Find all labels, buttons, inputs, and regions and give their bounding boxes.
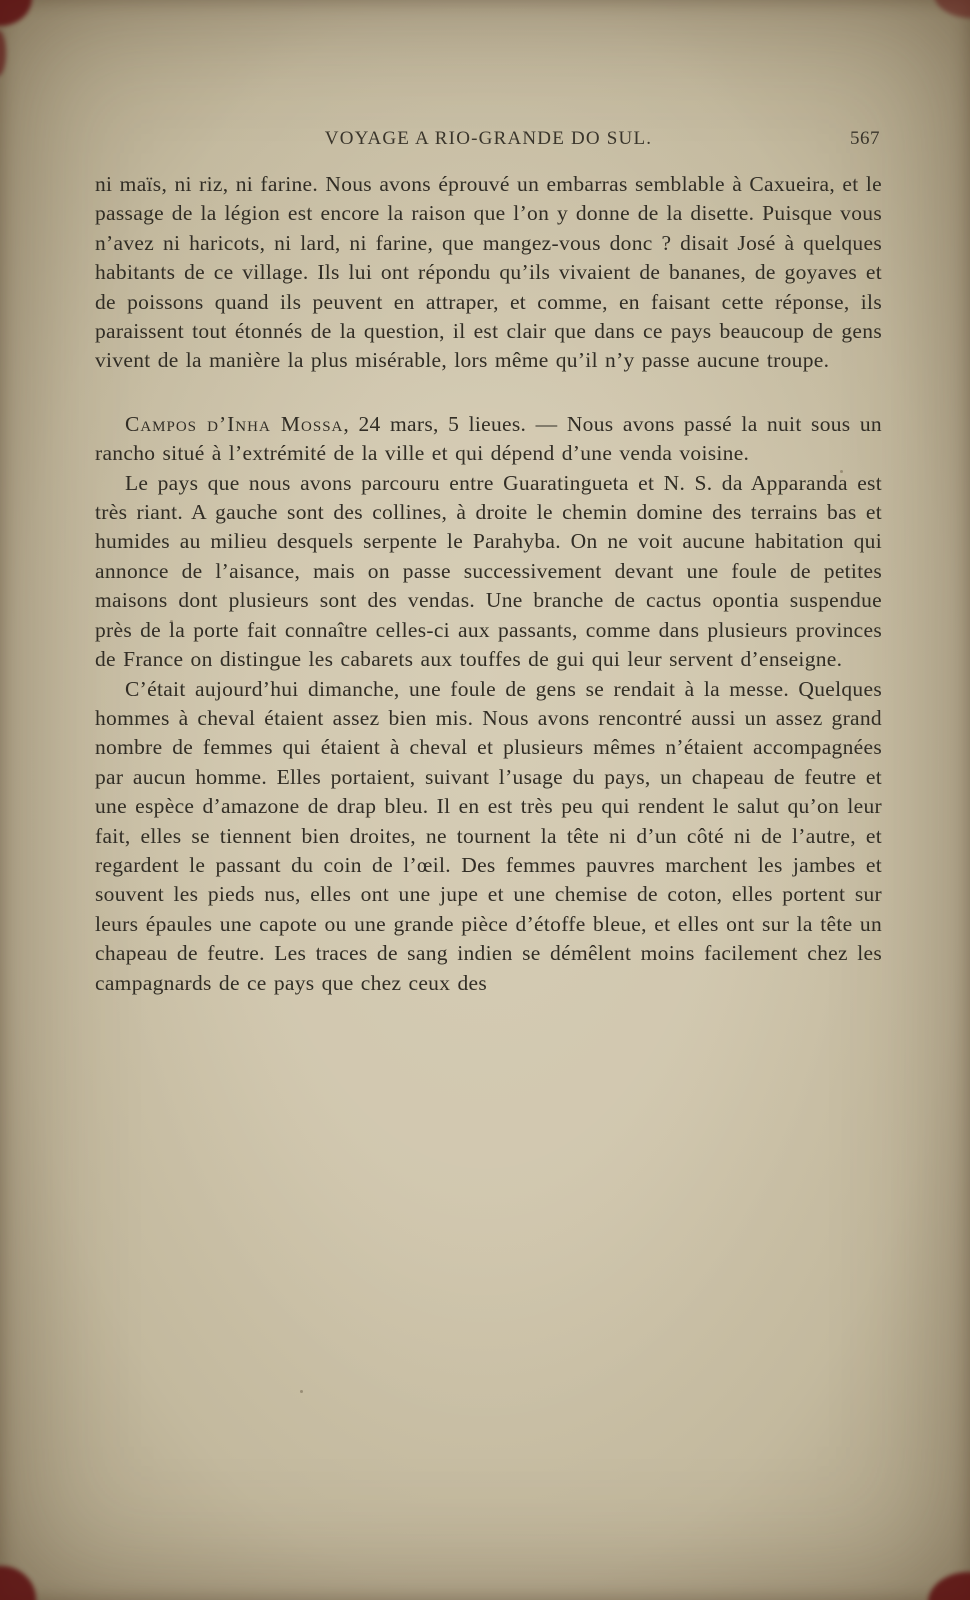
page-number: 567	[850, 128, 880, 149]
body-paragraph-1: ni maïs, ni riz, ni farine. Nous avons éprouvé un embarras semblable à Caxueira, et le passage de la légion est encore la raison que l’on y donne de la disette. Puisque vous n’avez ni haricots, ni lard, ni farine, que mangez-vous donc ? disait José à quelques habitants de ce village. Ils lui ont répondu qu’ils vivaient de bananes, de goyaves et de poissons quand ils peuvent en attraper, et comme, en faisant cette réponse, ils paraissent tout étonnés de la question, il est clair que dans ce pays beaucoup de gens vivent de la manière la plus misérable, lors même qu’il n’y passe aucune troupe.	[95, 172, 882, 373]
body-paragraph-2	[95, 410, 882, 469]
body-paragraph-2-text: , 24 mars, 5 lieues. — Nous avons passé la nuit sous un rancho situé à l’extrémité de la ville et qui dépend d’une venda voisine.	[95, 411, 882, 466]
body-text	[95, 170, 882, 998]
body-paragraph-4: C’était aujourd’hui dimanche, une foule de gens se rendait à la messe. Quelques hommes à cheval étaient assez bien mis. Nous avons rencontré aussi un assez grand nombre de femmes qui étaient à cheval et plusieurs mêmes n’étaient accompagnées par aucun homme. Elles portaient, suivant l’usage du pays, un chapeau de feutre et une espèce d’amazone de drap bleu. Il en est très peu qui rendent le salut qu’on leur fait, elles se tiennent bien droites, ne tournent la tête ni d’un côté ni de l’autre, et regardent le passant du coin de l’œil. Des femmes pauvres marchent les jambes et souvent les pieds nus, elles ont une jupe et une chemise de coton, elles portent sur leurs épaules une capote ou une grande pièce d’étoffe bleue, et elles ont sur la tête un chapeau de feutre. Les traces de sang indien se démêlent moins facilement chez les campagnards de ce pays que chez ceux des	[95, 676, 882, 995]
page-header	[95, 128, 882, 156]
body-paragraph-3: Le pays que nous avons parcouru entre Guaratingueta et N. S. da Apparanda est très riant. A gauche sont des collines, à droite le chemin domine des terrains bas et humides au milieu desquels serpente le Parahyba. On ne voit aucune habitation qui annonce de l’aisance, mais on passe successivement devant une foule de petites maisons dont plusieurs sont des vendas. Une branche de cactus opontia suspendue près de la porte fait connaître celles-ci aux passants, comme dans plusieurs provinces de France on distingue les cabarets aux touffes de gui qui leur servent d’enseigne.	[95, 470, 882, 672]
entry-heading-campos-dinha-mossa: Campos d’Inha Mossa	[125, 411, 344, 436]
running-title: VOYAGE A RIO-GRANDE DO SUL.	[324, 128, 653, 149]
